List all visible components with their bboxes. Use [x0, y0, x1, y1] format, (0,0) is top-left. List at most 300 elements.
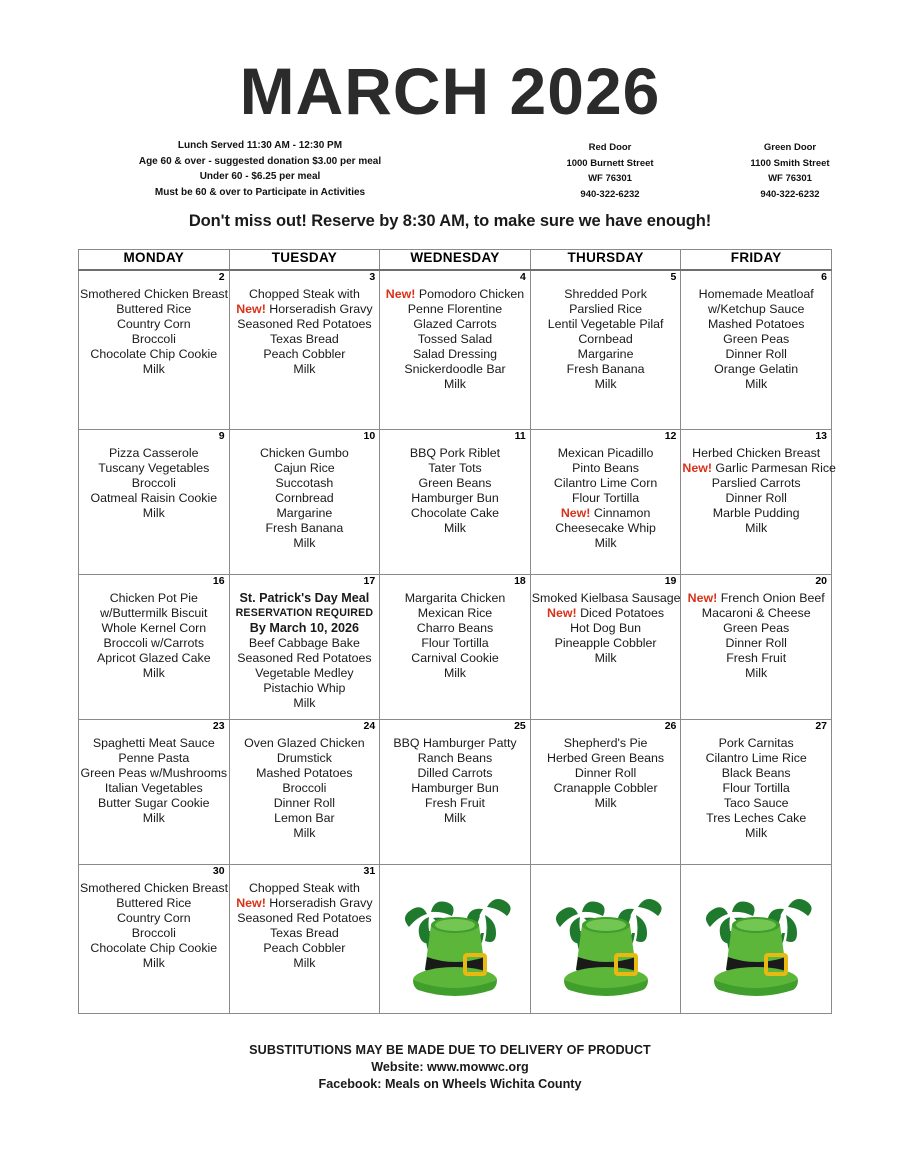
menu-item [381, 491, 529, 506]
menu-item [231, 317, 379, 332]
menu-item [682, 796, 830, 811]
calendar-day-cell[interactable] [229, 430, 380, 575]
calendar-day-cell[interactable] [79, 430, 230, 575]
menu-item [231, 881, 379, 896]
calendar-day-cell[interactable] [229, 720, 380, 865]
day-number: 25 [514, 720, 526, 732]
menu-item [682, 491, 830, 506]
menu-item-text: Pinto Beans [572, 461, 639, 475]
menu-item [231, 636, 379, 651]
menu-item [682, 332, 830, 347]
menu-item-text: Broccoli [131, 332, 176, 346]
day-number: 6 [821, 271, 827, 283]
menu-item [682, 606, 830, 621]
menu-item [532, 332, 680, 347]
menu-item [231, 736, 379, 751]
menu-item [231, 332, 379, 347]
weekday-header-wednesday: WEDNESDAY [380, 250, 531, 271]
menu-item [682, 591, 830, 606]
menu-item [381, 347, 529, 362]
calendar-day-cell[interactable] [530, 270, 681, 430]
leprechaun-hat-shamrock-icon [546, 885, 666, 1005]
menu-item-text: Mexican Rice [417, 606, 493, 620]
day-number: 4 [519, 271, 526, 283]
calendar-week-row [79, 270, 832, 430]
location-name: Red Door [588, 142, 632, 153]
menu-item [231, 896, 379, 911]
menu-item-text: Green Beans [418, 476, 492, 490]
menu-item [532, 506, 680, 521]
hat-graphic-wrap [531, 865, 681, 1019]
menu-item-text: Milk [443, 811, 466, 825]
menu-item [381, 287, 529, 302]
day-number: 17 [363, 575, 376, 587]
menu-item [381, 521, 529, 536]
menu-item [381, 636, 529, 651]
menu-item [682, 751, 830, 766]
menu-item-text: Milk [745, 826, 768, 840]
menu-item-text: Chocolate Cake [410, 506, 500, 520]
menu-item-text: Pomodoro Chicken [415, 287, 525, 301]
menu-item [532, 302, 680, 317]
menu-item-text: Penne Pasta [118, 751, 190, 765]
menu-item [381, 781, 529, 796]
new-badge: New! [385, 287, 416, 301]
menu-item [381, 736, 529, 751]
menu-item-text: Milk [142, 506, 165, 520]
day-number: 16 [212, 575, 225, 587]
menu-item-text: Chopped Steak with [248, 881, 360, 895]
menu-item [80, 751, 228, 766]
day-number: 23 [212, 720, 225, 732]
day-number: 13 [815, 430, 827, 442]
menu-item [381, 751, 529, 766]
menu-item-text: Milk [293, 362, 316, 376]
menu-item-text: Seasoned Red Potatoes [237, 317, 372, 331]
menu-item [80, 956, 228, 971]
location-name: Green Door [763, 142, 817, 153]
menu-item [532, 651, 680, 666]
menu-item [381, 606, 529, 621]
lunch-info-line-1: Lunch Served 11:30 AM - 12:30 PM [177, 140, 343, 151]
menu-item [682, 811, 830, 826]
menu-item-text: Chicken Pot Pie [109, 591, 198, 605]
menu-item-text: RESERVATION REQUIRED [235, 607, 374, 619]
menu-item [80, 651, 228, 666]
menu-item-text: Broccoli w/Carrots [103, 636, 205, 650]
menu-item-text: Milk [745, 666, 768, 680]
menu-item [80, 781, 228, 796]
menu-list [79, 430, 229, 521]
calendar-day-cell[interactable] [380, 720, 531, 865]
menu-item-text: Pistachio Whip [263, 681, 346, 695]
menu-item-text: Fresh Banana [566, 362, 645, 376]
menu-item-text: Flour Tortilla [571, 491, 640, 505]
weekday-header-tuesday: TUESDAY [229, 250, 380, 271]
menu-item [231, 506, 379, 521]
menu-item-text: Penne Florentine [407, 302, 503, 316]
new-badge: New! [687, 591, 718, 605]
menu-item-text: w/Buttermilk Biscuit [100, 606, 208, 620]
menu-item-text: Marble Pudding [712, 506, 800, 520]
menu-item [682, 666, 830, 681]
menu-item [532, 766, 680, 781]
menu-item [682, 826, 830, 841]
menu-item-text: Cilantro Lime Rice [705, 751, 807, 765]
menu-item [682, 781, 830, 796]
menu-item-text: Milk [594, 796, 617, 810]
reservation-tagline: Don't miss out! Reserve by 8:30 AM, to make sure we have enough! [188, 212, 712, 230]
menu-item-text: Macaroni & Cheese [701, 606, 811, 620]
menu-item [381, 666, 529, 681]
menu-item-text: Fresh Fruit [425, 796, 485, 810]
menu-item [231, 476, 379, 491]
menu-item [532, 621, 680, 636]
calendar-day-cell[interactable] [681, 270, 832, 430]
menu-item [381, 377, 529, 392]
calendar-day-cell[interactable] [681, 720, 832, 865]
menu-item [231, 766, 379, 781]
menu-item-text: Italian Vegetables [104, 781, 203, 795]
menu-item-text: Milk [142, 362, 165, 376]
menu-item [231, 681, 379, 696]
menu-item [80, 666, 228, 681]
menu-item-text: Milk [142, 666, 165, 680]
weekday-header-monday: MONDAY [79, 250, 230, 271]
menu-item [80, 287, 228, 302]
menu-item [381, 506, 529, 521]
menu-item-text: Milk [745, 377, 768, 391]
menu-item-text: Pineapple Cobbler [554, 636, 657, 650]
menu-item [532, 446, 680, 461]
lunch-info-block [60, 138, 460, 200]
menu-item-text: Charro Beans [416, 621, 494, 635]
menu-item [381, 811, 529, 826]
menu-item-text: Milk [443, 521, 466, 535]
calendar-day-cell[interactable] [530, 575, 681, 720]
calendar-decoration-cell [681, 865, 832, 1014]
menu-item-text: Tres Leches Cake [706, 811, 807, 825]
menu-item-text: Country Corn [116, 911, 191, 925]
menu-list [681, 575, 831, 681]
menu-item-text: Shepherd's Pie [563, 736, 648, 750]
menu-item [231, 347, 379, 362]
menu-item [80, 591, 228, 606]
new-badge: New! [236, 302, 266, 316]
menu-item-text: Lemon Bar [274, 811, 335, 825]
menu-item-text: Peach Cobbler [263, 941, 346, 955]
calendar-day-cell[interactable] [380, 575, 531, 720]
menu-item-text: Pork Carnitas [718, 736, 794, 750]
day-number: 19 [664, 575, 677, 587]
calendar-day-cell[interactable] [530, 720, 681, 865]
menu-item-text: Diced Potatoes [576, 606, 665, 620]
menu-item [231, 911, 379, 926]
menu-list [681, 720, 831, 841]
menu-item-text: Tater Tots [428, 461, 482, 475]
menu-item [682, 377, 830, 392]
menu-item [80, 317, 228, 332]
menu-item [532, 317, 680, 332]
menu-item [80, 811, 228, 826]
menu-item-text: Fresh Banana [265, 521, 344, 535]
day-number: 12 [664, 430, 677, 442]
menu-item-text: Glazed Carrots [413, 317, 497, 331]
menu-item-text: Buttered Rice [116, 896, 192, 910]
calendar-day-cell[interactable] [79, 575, 230, 720]
calendar-day-cell[interactable] [681, 575, 832, 720]
menu-item-text: Mexican Picadillo [557, 446, 654, 460]
day-number: 27 [815, 720, 827, 732]
calendar-day-cell[interactable] [229, 865, 380, 1014]
locations-block [520, 140, 880, 202]
menu-item [80, 941, 228, 956]
menu-item-text: Peach Cobbler [263, 347, 346, 361]
leprechaun-hat-shamrock-icon [395, 885, 515, 1005]
menu-item [381, 461, 529, 476]
menu-item-text: Milk [594, 536, 617, 550]
calendar-day-cell[interactable] [229, 270, 380, 430]
menu-item-text: Mashed Potatoes [707, 317, 805, 331]
menu-item-text: Dinner Roll [725, 491, 787, 505]
location-phone: 940-322-6232 [580, 188, 640, 200]
menu-item [532, 736, 680, 751]
menu-list [230, 575, 380, 711]
menu-item [532, 636, 680, 651]
menu-item [231, 446, 379, 461]
menu-item-text: St. Patrick's Day Meal [239, 591, 370, 605]
menu-item [682, 506, 830, 521]
page-title: MARCH 2026 [239, 54, 661, 128]
menu-calendar [78, 249, 836, 1014]
footer-substitutions-note: SUBSTITUTIONS MAY BE MADE DUE TO DELIVERY OF PRODUCT [249, 1043, 651, 1057]
menu-item [231, 491, 379, 506]
menu-item-text: Chopped Steak with [248, 287, 360, 301]
menu-list [531, 575, 681, 666]
menu-list [380, 575, 530, 681]
menu-item [231, 302, 379, 317]
menu-item-text: Mashed Potatoes [256, 766, 353, 780]
menu-item [231, 956, 379, 971]
calendar-day-cell[interactable] [229, 575, 380, 720]
day-number: 2 [218, 271, 225, 283]
menu-item [231, 651, 379, 666]
menu-item-text: Parslied Carrots [711, 476, 801, 490]
menu-item-text: Spaghetti Meat Sauce [92, 736, 215, 750]
menu-item-text: Seasoned Red Potatoes [237, 911, 372, 925]
menu-item-text: Hamburger Bun [411, 781, 499, 795]
hat-graphic-wrap [380, 865, 530, 1019]
menu-item-text: Milk [142, 956, 165, 970]
location-green-door [700, 140, 880, 202]
menu-item-text: Lentil Vegetable Pilaf [547, 317, 664, 331]
menu-item-text: Dinner Roll [574, 766, 637, 780]
menu-list [380, 271, 530, 392]
menu-item-text: Taco Sauce [723, 796, 789, 810]
menu-item-text: Chicken Gumbo [259, 446, 349, 460]
weekday-header-friday: FRIDAY [681, 250, 832, 271]
menu-item-text: Horseradish Gravy [265, 896, 373, 910]
calendar-day-cell[interactable] [530, 430, 681, 575]
day-number: 11 [514, 430, 526, 442]
menu-item [80, 506, 228, 521]
menu-item-text: Horseradish Gravy [265, 302, 373, 316]
menu-item [231, 591, 379, 606]
footer-website: Website: www.mowwc.org [371, 1060, 529, 1074]
lunch-info-line-2: Age 60 & over - suggested donation $3.00 per meal [138, 155, 382, 167]
hat-graphic-wrap [681, 865, 831, 1019]
menu-item-text: Milk [443, 377, 466, 391]
menu-item-text: Green Peas [723, 332, 790, 346]
menu-item [80, 911, 228, 926]
menu-item-text: Texas Bread [269, 926, 339, 940]
menu-item-text: Texas Bread [269, 332, 339, 346]
menu-list [380, 430, 530, 536]
menu-list [681, 430, 836, 536]
menu-item-text: Cheesecake Whip [555, 521, 656, 535]
menu-item [231, 811, 379, 826]
new-badge: New! [547, 606, 577, 620]
menu-item [682, 621, 830, 636]
menu-item-text: Homemade Meatloaf [698, 287, 814, 301]
menu-item-text: Milk [293, 696, 316, 710]
leprechaun-hat-shamrock-icon [696, 885, 816, 1005]
menu-item-text: Seasoned Red Potatoes [237, 651, 372, 665]
menu-item-text: Margarita Chicken [404, 591, 506, 605]
menu-item-text: Cinnamon [590, 506, 651, 520]
menu-item-text: Beef Cabbage Bake [248, 636, 360, 650]
menu-item [682, 446, 830, 461]
calendar-day-cell[interactable] [79, 865, 230, 1014]
menu-item [532, 347, 680, 362]
menu-item-text: Milk [745, 521, 768, 535]
calendar-day-cell[interactable] [380, 270, 531, 430]
menu-item [381, 621, 529, 636]
day-number: 3 [369, 271, 376, 283]
menu-item-text: Cornbead [578, 332, 633, 346]
menu-item-text: Garlic Parmesan Rice [711, 461, 836, 475]
menu-item [231, 287, 379, 302]
menu-item [381, 476, 529, 491]
menu-item [532, 461, 680, 476]
menu-item [80, 896, 228, 911]
calendar-body [79, 270, 836, 1014]
menu-item [80, 796, 228, 811]
menu-item-text: Milk [293, 956, 316, 970]
menu-item-text: Milk [594, 651, 617, 665]
location-city-zip: WF 76301 [768, 173, 812, 184]
location-street: 1100 Smith Street [750, 157, 830, 169]
menu-item-text: Ranch Beans [417, 751, 493, 765]
menu-list [531, 271, 681, 392]
menu-item [682, 651, 830, 666]
menu-item [532, 491, 680, 506]
menu-item [80, 362, 228, 377]
menu-item-text: Vegetable Medley [255, 666, 354, 680]
calendar-week-row [79, 575, 832, 720]
menu-item-text: Orange Gelatin [714, 362, 799, 376]
menu-item [80, 766, 228, 781]
menu-item-text: Cilantro Lime Corn [553, 476, 658, 490]
footer-facebook: Facebook: Meals on Wheels Wichita County [318, 1077, 582, 1091]
menu-list [230, 720, 380, 841]
menu-item [532, 781, 680, 796]
menu-item [231, 696, 379, 711]
menu-item [80, 621, 228, 636]
menu-item-text: Flour Tortilla [722, 781, 790, 795]
menu-item [381, 332, 529, 347]
menu-item-text: Herbed Green Beans [547, 751, 665, 765]
location-phone: 940-322-6232 [760, 188, 820, 200]
menu-item [532, 606, 680, 621]
calendar-decoration-cell [380, 865, 531, 1014]
menu-item-text: Milk [594, 377, 617, 391]
menu-list [79, 720, 229, 826]
menu-item [532, 377, 680, 392]
day-number: 9 [218, 430, 225, 442]
menu-item-text: Dinner Roll [725, 636, 787, 650]
menu-item-text: Hot Dog Bun [570, 621, 642, 635]
menu-item-text: Milk [293, 826, 316, 840]
menu-item [682, 302, 830, 317]
menu-item-text: Broccoli [131, 926, 176, 940]
menu-item-text: Oatmeal Raisin Cookie [90, 491, 218, 505]
menu-item-text: Carnival Cookie [411, 651, 499, 665]
menu-item-text: Tuscany Vegetables [98, 461, 210, 475]
menu-item [682, 736, 830, 751]
new-badge: New! [236, 896, 266, 910]
menu-item [231, 941, 379, 956]
menu-item [682, 317, 830, 332]
calendar-day-cell[interactable] [681, 430, 836, 575]
menu-item [231, 751, 379, 766]
menu-list [79, 575, 229, 681]
menu-item-text: Dilled Carrots [417, 766, 493, 780]
menu-item-text: Whole Kernel Corn [101, 621, 207, 635]
menu-item [381, 302, 529, 317]
menu-list [230, 865, 380, 971]
location-city-zip: WF 76301 [588, 173, 632, 184]
day-number: 24 [363, 720, 376, 732]
menu-list [380, 720, 530, 826]
menu-item [80, 461, 228, 476]
menu-item [532, 476, 680, 491]
menu-item [532, 751, 680, 766]
menu-list [79, 865, 229, 971]
calendar-week-row [79, 430, 832, 575]
menu-item-text: Salad Dressing [412, 347, 497, 361]
menu-item [682, 766, 830, 781]
calendar-day-cell[interactable] [79, 720, 230, 865]
day-number: 5 [670, 271, 677, 283]
location-red-door [520, 140, 700, 202]
menu-item-text: Milk [142, 811, 165, 825]
menu-item [231, 926, 379, 941]
menu-item-text: Fresh Fruit [726, 651, 787, 665]
calendar-day-cell[interactable] [380, 430, 531, 575]
menu-item [231, 521, 379, 536]
calendar-week-row [79, 865, 832, 1014]
menu-item [532, 536, 680, 551]
menu-item [231, 621, 379, 636]
menu-item [80, 446, 228, 461]
menu-item [532, 591, 680, 606]
calendar-day-cell[interactable] [79, 270, 230, 430]
menu-list [230, 271, 380, 377]
menu-item [231, 606, 379, 621]
menu-item [532, 796, 680, 811]
menu-item [80, 926, 228, 941]
